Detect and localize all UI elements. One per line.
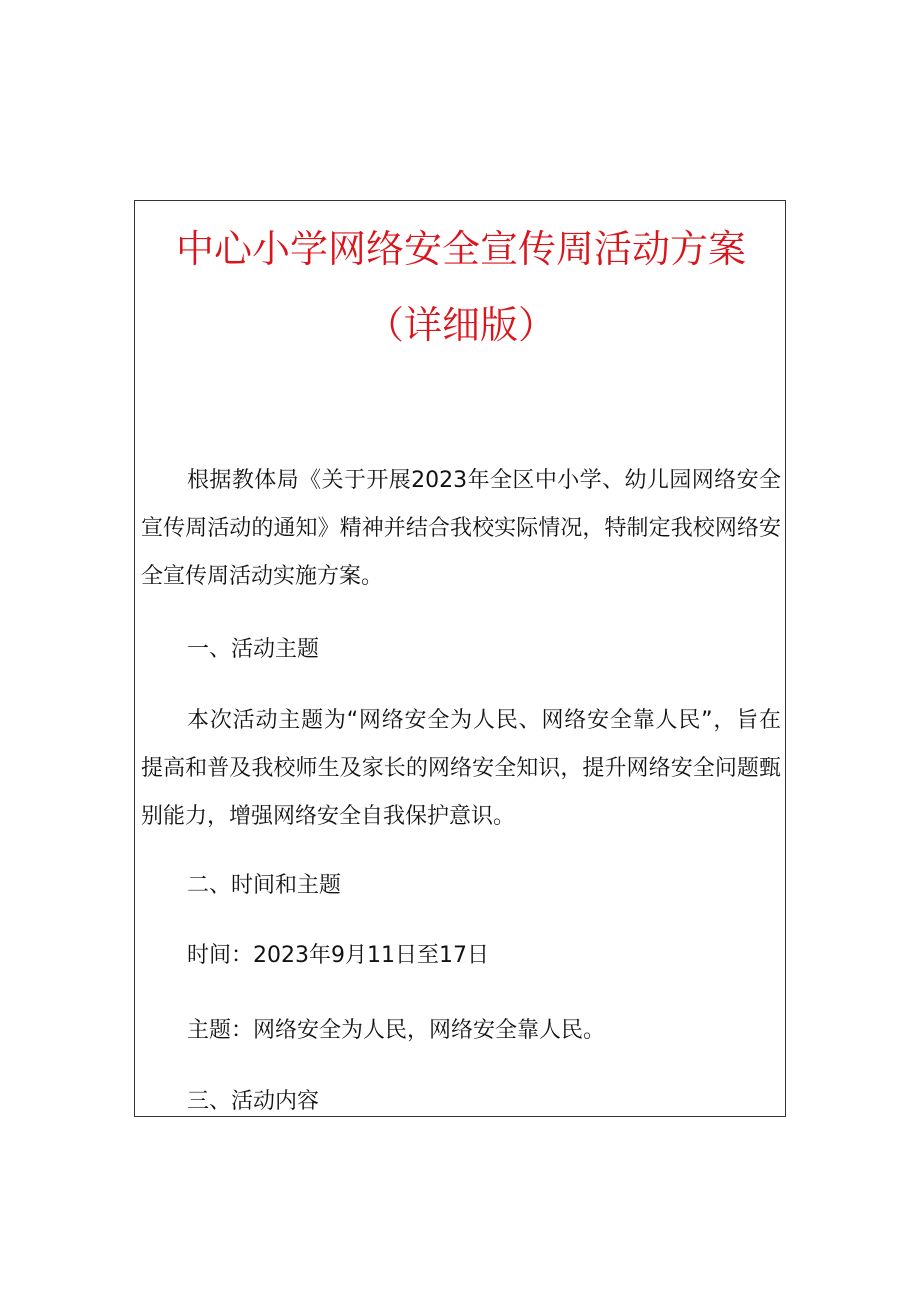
theme-paragraph: 本次活动主题为“网络安全为人民、网络安全靠人民”，旨在提高和普及我校师生及家长的网络安全知识，提升网络安全问题甄别能力，增强网络安全自我保护意识。 — [141, 708, 781, 829]
time-line: 时间：2023年9月11日至17日 — [187, 943, 489, 968]
section-heading-time: 二、时间和主题 — [187, 873, 342, 898]
document-title: 中心小学网络安全宣传周活动方案 — [175, 227, 746, 271]
section-heading-content: 三、活动内容 — [187, 1089, 320, 1114]
section-heading-theme: 一、活动主题 — [187, 637, 320, 662]
intro-paragraph: 根据教体局《关于开展2023年全区中小学、幼儿园网络安全宣传周活动的通知》精神并结合我校实际情况，特制定我校网络安全宣传周活动实施方案。 — [141, 468, 781, 589]
document-subtitle: （详细版） — [365, 303, 556, 347]
theme-line: 主题：网络安全为人民，网络安全靠人民。 — [187, 1018, 606, 1043]
document-page — [134, 200, 786, 1117]
